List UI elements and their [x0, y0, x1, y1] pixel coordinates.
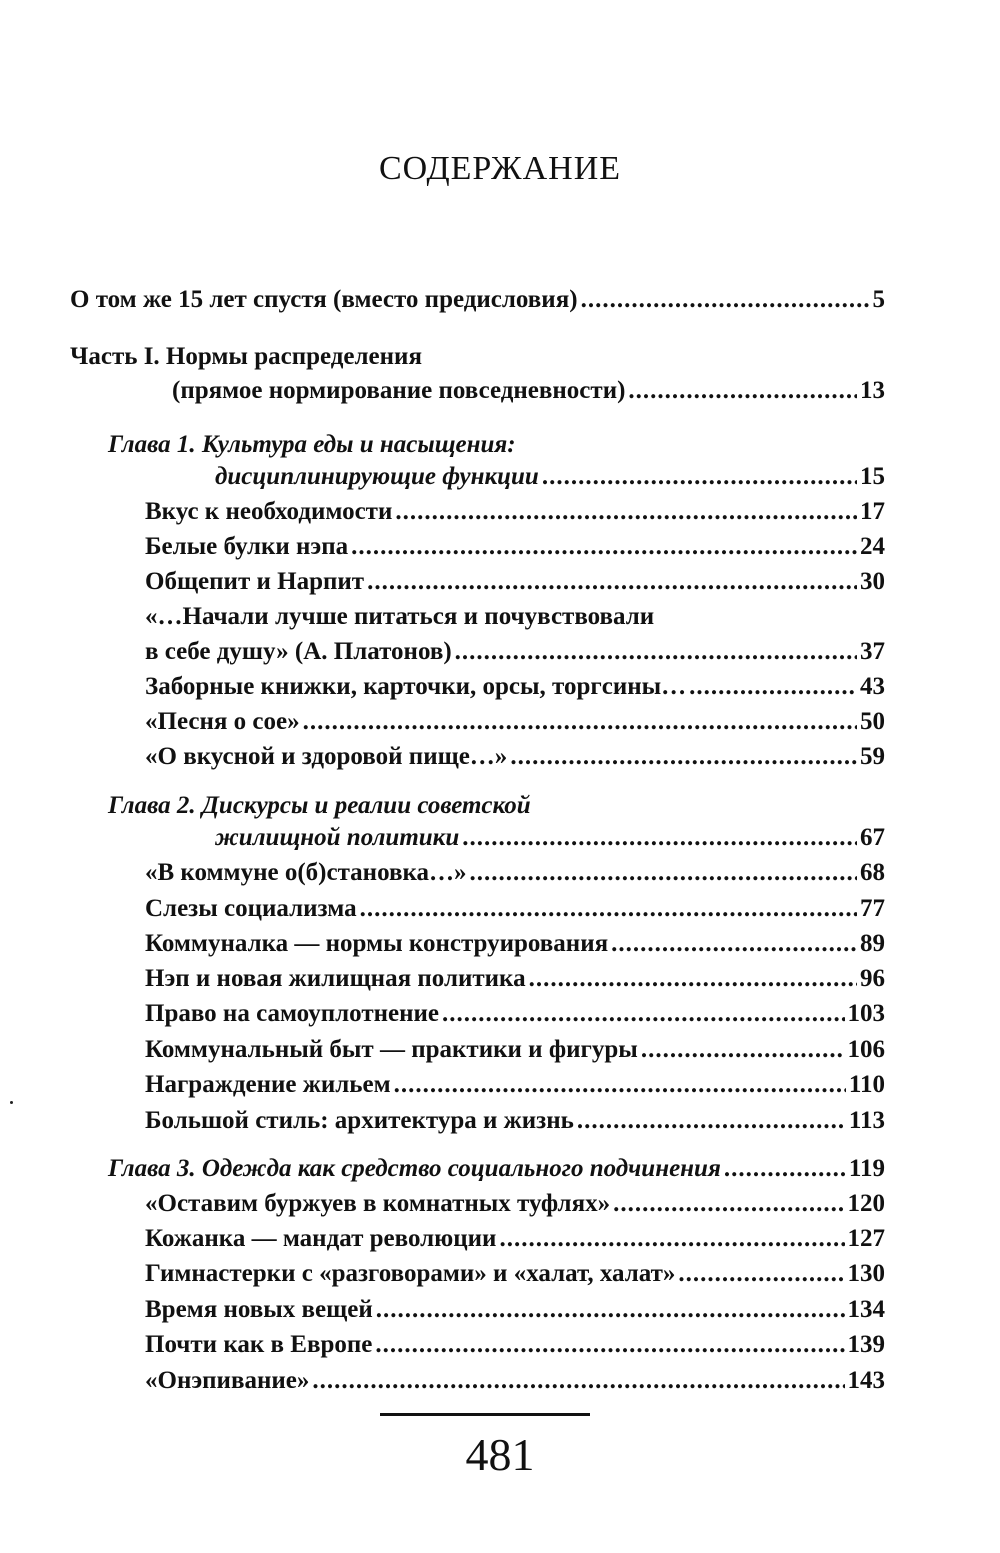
leader-dots [312, 1365, 844, 1397]
toc-page-number: 120 [847, 1190, 885, 1217]
toc-entry-section[interactable] [145, 1329, 885, 1361]
toc-entry-section[interactable] [145, 706, 885, 738]
leader-dots [395, 496, 857, 528]
toc-entry-section-line1: «…Начали лучше питаться и почувствовали [145, 603, 655, 630]
toc-entry-label: Белые булки нэпа [145, 533, 349, 560]
leader-dots [394, 1069, 846, 1101]
toc-entry-label: Кожанка — мандат революции [145, 1225, 497, 1252]
toc-page-number: 119 [848, 1155, 885, 1182]
toc-entry-label: Коммунальный быт — практики и фигуры [145, 1036, 638, 1063]
toc-entry-section[interactable] [145, 566, 885, 598]
leader-dots [442, 998, 844, 1030]
toc-entry-label: в себе душу» (А. Платонов) [145, 638, 452, 665]
toc-page-number: 113 [848, 1107, 885, 1134]
toc-entry-label: Гимнастерки с «разговорами» и «халат, халат» [145, 1260, 676, 1287]
toc-page-number: 106 [847, 1036, 885, 1063]
leader-dots [581, 284, 870, 316]
toc-page-number: 77 [860, 895, 885, 922]
toc-entry-section[interactable] [145, 857, 885, 889]
toc-page-number: 127 [847, 1225, 885, 1252]
leader-dots [678, 1258, 844, 1290]
chapter2-heading-line1: Глава 2. Дискурсы и реалии советской [108, 792, 531, 819]
page-title: СОДЕРЖАНИЕ [378, 150, 622, 187]
leader-dots [469, 857, 857, 889]
toc-entry-section[interactable] [145, 741, 885, 773]
toc-entry-section[interactable] [145, 893, 885, 925]
toc-page-number: 139 [847, 1331, 885, 1358]
toc-entry-label: Глава 3. Одежда как средство социального подчинения [108, 1155, 721, 1182]
toc-entry-label: Вкус к необходимости [145, 498, 393, 525]
toc-page-number: 37 [860, 638, 885, 665]
toc-entry-label: О том же 15 лет спустя (вместо предисловия) [70, 286, 578, 313]
toc-entry-section[interactable] [145, 1069, 885, 1101]
toc-entry-section[interactable] [145, 1188, 885, 1220]
toc-page-number: 59 [860, 743, 885, 770]
toc-page-number: 96 [860, 965, 885, 992]
toc-entry-label: Нэп и новая жилищная политика [145, 965, 526, 992]
toc-page-number: 68 [860, 859, 885, 886]
leader-dots [577, 1105, 846, 1137]
toc-entry-section[interactable] [145, 963, 885, 995]
leader-dots [351, 531, 857, 563]
toc-page-number: 30 [860, 568, 885, 595]
leader-dots [367, 566, 857, 598]
leader-dots [724, 1153, 846, 1185]
toc-entry-label: Слезы социализма [145, 895, 357, 922]
toc-page-number: 50 [860, 708, 885, 735]
toc-entry-label: «В коммуне о(б)становка…» [145, 859, 467, 886]
toc-entry-section[interactable] [145, 1365, 885, 1397]
toc-entry-section[interactable] [145, 636, 885, 668]
toc-page-number: 5 [872, 286, 885, 313]
scan-speck [10, 1101, 13, 1104]
leader-dots [455, 636, 857, 668]
toc-entry-label: Почти как в Европе [145, 1331, 373, 1358]
leader-dots [376, 1294, 845, 1326]
toc-page-number: 130 [847, 1260, 885, 1287]
leader-dots [499, 1223, 844, 1255]
toc-entry-label: Большой стиль: архитектура и жизнь [145, 1107, 574, 1134]
toc-page-number: 13 [860, 377, 885, 404]
leader-dots [611, 928, 857, 960]
part-heading-line1: Часть I. Нормы распределения [70, 343, 422, 370]
toc-entry-label: Общепит и Нарпит [145, 568, 365, 595]
toc-page-number: 110 [848, 1071, 885, 1098]
toc-entry-section[interactable] [145, 531, 885, 563]
toc-page-number: 17 [860, 498, 885, 525]
folio-rule [380, 1413, 590, 1416]
toc-entry-part1[interactable] [172, 375, 885, 407]
toc-page-number: 15 [860, 463, 885, 490]
toc-entry-preface[interactable] [70, 284, 885, 316]
leader-dots [542, 461, 857, 493]
toc-entry-section[interactable] [145, 1258, 885, 1290]
toc-entry-section[interactable] [145, 1105, 885, 1137]
toc-entry-section[interactable] [145, 998, 885, 1030]
toc-entry-label: «О вкусной и здоровой пище…» [145, 743, 508, 770]
chapter1-heading-line1: Глава 1. Культура еды и насыщения: [108, 431, 516, 458]
leader-dots [641, 1034, 845, 1066]
toc-entry-label: «Онэпивание» [145, 1367, 310, 1394]
toc-entry-section[interactable] [145, 1294, 885, 1326]
toc-entry-label: Награждение жильем [145, 1071, 391, 1098]
toc-entry-label: Право на самоуплотнение [145, 1000, 440, 1027]
toc-entry-chapter1[interactable] [215, 461, 885, 493]
toc-entry-chapter2[interactable] [215, 822, 885, 854]
toc-page-number: 24 [860, 533, 885, 560]
toc-page-number: 89 [860, 930, 885, 957]
leader-dots [613, 1188, 844, 1220]
toc-entry-section[interactable] [145, 1034, 885, 1066]
page-number: 481 [465, 1429, 535, 1480]
toc-entry-label: (прямое нормирование повседневности) [172, 377, 626, 404]
toc-entry-section[interactable] [145, 1223, 885, 1255]
leader-dots [628, 375, 857, 407]
toc-page-number: 143 [847, 1367, 885, 1394]
toc-entry-label: Время новых вещей [145, 1296, 373, 1323]
leader-dots [360, 893, 857, 925]
leader-dots [375, 1329, 844, 1361]
toc-page-number: 43 [860, 673, 885, 700]
toc-entry-section[interactable] [145, 671, 885, 703]
toc-page-number: 103 [847, 1000, 885, 1027]
toc-entry-label: жилищной политики [215, 824, 460, 851]
toc-page-number: 67 [860, 824, 885, 851]
toc-page-number: 134 [847, 1296, 885, 1323]
leader-dots [510, 741, 857, 773]
toc-entry-label: Коммуналка — нормы конструирования [145, 930, 609, 957]
toc-entry-label: «Песня о сое» [145, 708, 300, 735]
toc-entry-section[interactable] [145, 928, 885, 960]
leader-dots [303, 706, 857, 738]
toc-entry-chapter3[interactable] [108, 1153, 885, 1185]
leader-dots [689, 671, 857, 703]
toc-entry-section[interactable] [145, 496, 885, 528]
toc-entry-label: дисциплинирующие функции [215, 463, 539, 490]
toc-entry-label: Заборные книжки, карточки, орсы, торгсины… [145, 673, 687, 700]
toc-entry-label: «Оставим буржуев в комнатных туфлях» [145, 1190, 611, 1217]
leader-dots [462, 822, 857, 854]
leader-dots [529, 963, 857, 995]
